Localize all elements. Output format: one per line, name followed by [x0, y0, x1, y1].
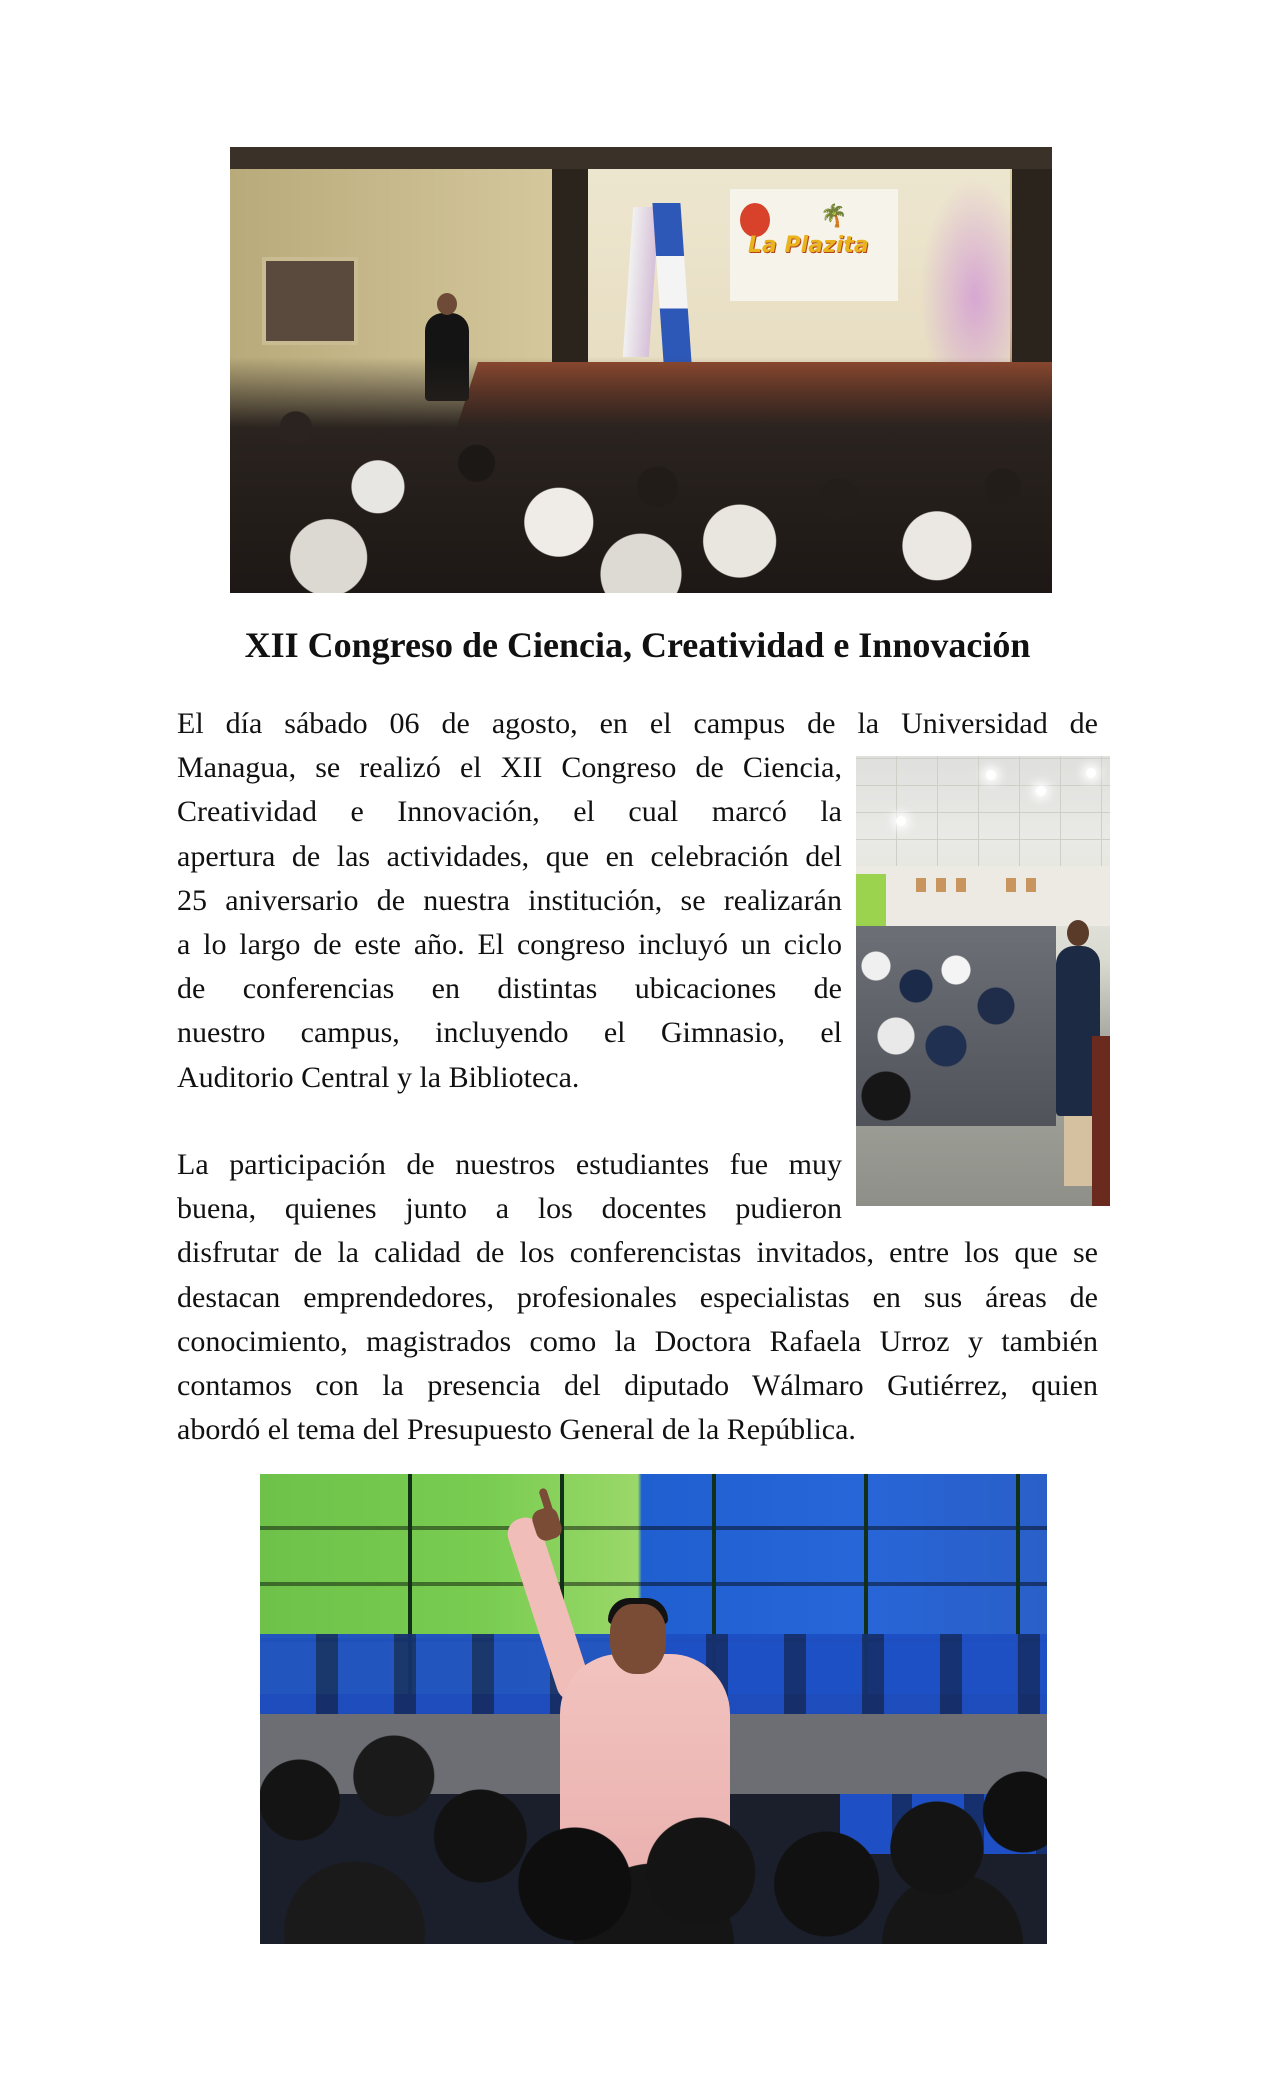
- ceiling-light: [896, 816, 906, 826]
- audience-crowd: [856, 926, 1056, 1126]
- text-line: La participación de nuestros estudiantes fue muy: [177, 1148, 842, 1181]
- text-line: nuestro campus, incluyendo el Gimnasio, el: [177, 1016, 842, 1050]
- text-line: buena, quienes junto a los docentes pudieron: [177, 1192, 842, 1226]
- ceiling-light: [1086, 768, 1096, 778]
- speaker-head: [610, 1604, 666, 1674]
- window: [262, 257, 358, 345]
- text-line: apertura de las actividades, que en celebración del: [177, 839, 842, 873]
- conference-room-photo: [856, 756, 1110, 1206]
- window: [1006, 878, 1016, 892]
- text-line: disfrutar de la calidad de los conferencistas invitados, entre los que se: [177, 1236, 1098, 1270]
- window: [1026, 878, 1036, 892]
- text-line: destacan emprendedores, profesionales especialistas en sus áreas de: [177, 1280, 1098, 1314]
- screen-logo-text: La Plazita: [748, 233, 869, 258]
- audience-heads: [260, 1704, 1047, 1944]
- window: [956, 878, 966, 892]
- palm-tree-icon: 🌴: [820, 203, 848, 228]
- ceiling: [230, 147, 1052, 169]
- text-line: Creatividad e Innovación, el cual marcó la: [177, 795, 842, 829]
- text-line: conocimiento, magistrados como la Doctora Rafaela Urroz y también: [177, 1324, 1098, 1358]
- paragraph-2: [177, 1143, 1098, 1452]
- ceiling-light: [986, 770, 996, 780]
- text-line: a lo largo de este año. El congreso incluyó un ciclo: [177, 928, 842, 962]
- text-line: Managua, se realizó el XII Congreso de Ciencia,: [177, 751, 842, 785]
- projection-screen: [730, 189, 898, 301]
- window: [936, 878, 946, 892]
- text-line: 25 aniversario de nuestra institución, se realizarán: [177, 883, 842, 917]
- text-line: de conferencias en distintas ubicaciones de: [177, 972, 842, 1006]
- parrot-logo-icon: [740, 203, 770, 237]
- text-line: contamos con la presencia del diputado Wálmaro Gutiérrez, quien: [177, 1369, 1098, 1403]
- text-line: Auditorio Central y la Biblioteca.: [177, 1060, 580, 1094]
- text-line: El día sábado 06 de agosto, en el campus de la Universidad de: [177, 707, 1098, 740]
- window: [916, 878, 926, 892]
- text-line: abordó el tema del Presupuesto General de la República.: [177, 1413, 856, 1447]
- ceiling-light: [1036, 786, 1046, 796]
- audience-crowd: [230, 357, 1052, 593]
- speaker-photo: [260, 1474, 1047, 1944]
- ceiling: [856, 756, 1110, 866]
- back-wall: [856, 866, 1110, 926]
- article-title: XII Congreso de Ciencia, Creatividad e Innovación: [244, 625, 1031, 665]
- auditorium-photo: [230, 147, 1052, 593]
